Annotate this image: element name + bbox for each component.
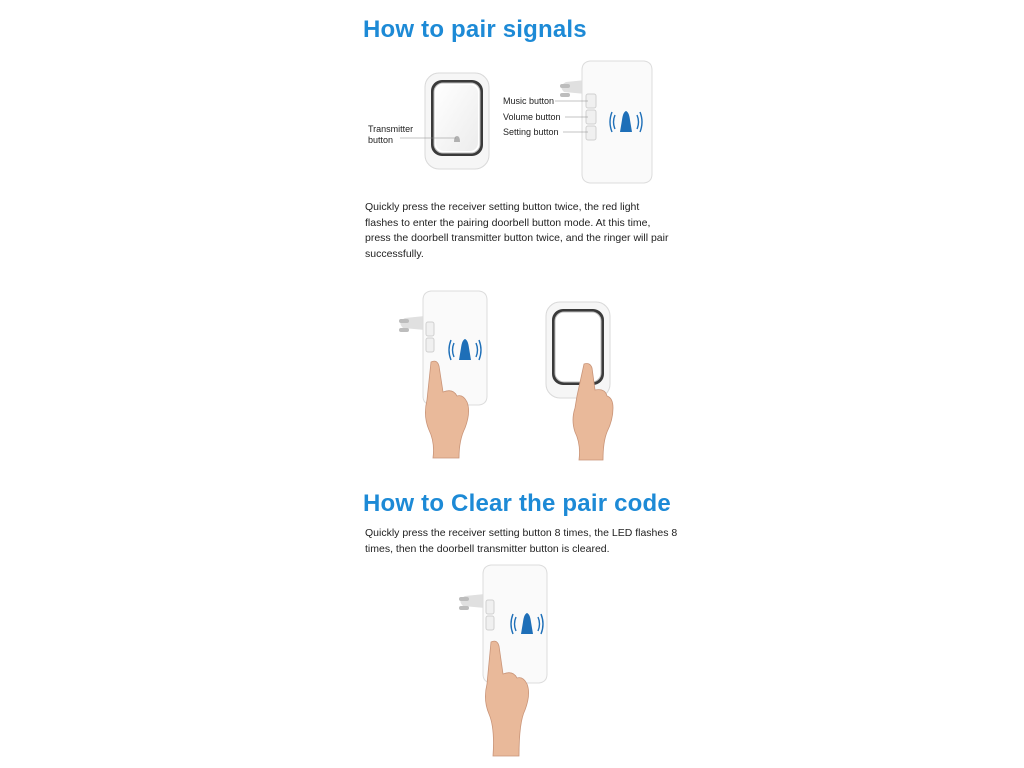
transmitter-press-illustration [540, 300, 640, 470]
clear-description: Quickly press the receiver setting button 8 times, the LED flashes 8 times, then the doorbell transmitter button is cleared. [365, 527, 678, 555]
setting-button-label: Setting button [503, 127, 559, 137]
transmitter-leader-line [400, 137, 460, 141]
section1-title: How to pair signals [363, 16, 587, 43]
transmitter-device [424, 72, 490, 170]
transmitter-button-label: Transmitter button [368, 124, 414, 145]
pairing-description: Quickly press the receiver setting button twice, the red light flashes to enter the pairing doorbell button mode. At this time, press the doorbell transmitter button twice, and the ringer will pair successfully. [365, 201, 669, 260]
section2-title: How to Clear the pair code [363, 490, 671, 517]
volume-button-label: Volume button [503, 112, 561, 122]
receiver-press-illustration [395, 288, 495, 458]
music-button-label: Music button [503, 96, 555, 106]
receiver-leader-lines [555, 98, 595, 138]
receiver-clear-illustration [455, 566, 555, 756]
